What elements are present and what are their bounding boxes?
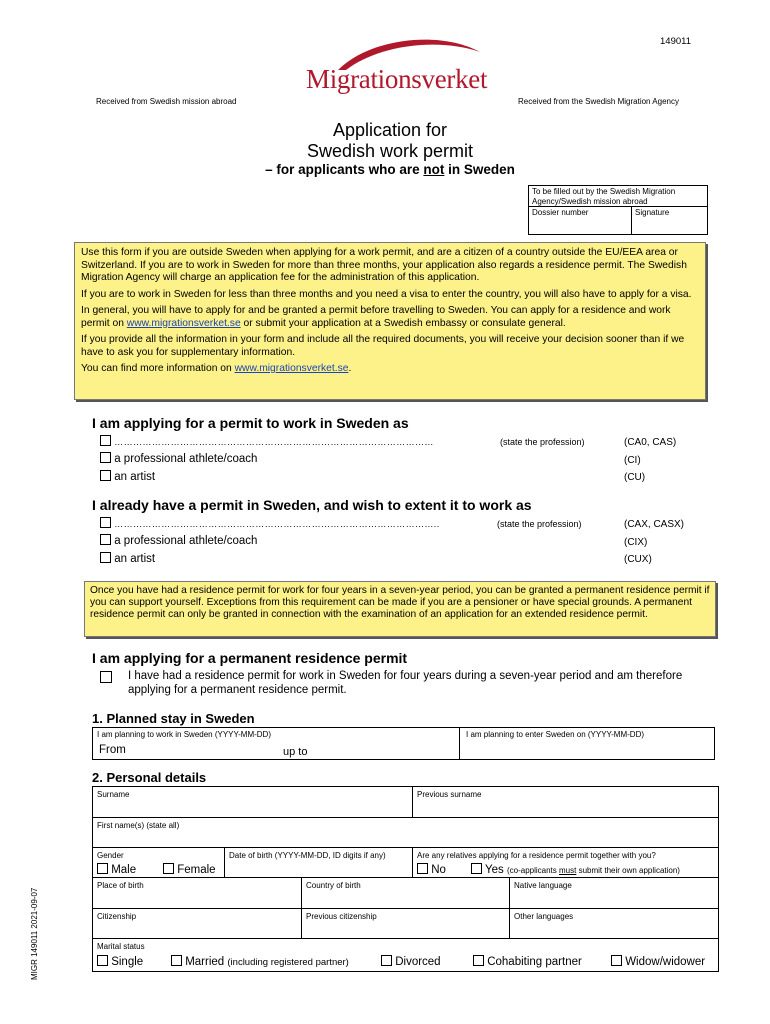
subtitle-not: not [423, 162, 445, 177]
work-artist-label: an artist [114, 471, 156, 483]
married-note: (including registered partner) [227, 957, 349, 968]
info-p3-post: or submit your application at a Swedish embassy or consulate general. [240, 317, 566, 329]
extend-artist-checkbox[interactable] [100, 552, 111, 563]
divorced-checkbox[interactable] [381, 955, 392, 966]
dob-field[interactable] [224, 847, 413, 878]
extend-code-2: (CIX) [624, 537, 648, 548]
relatives-question: Are any relatives applying for a residence permit together with you? [417, 851, 656, 860]
widow-checkbox[interactable] [611, 955, 622, 966]
cohabiting-label: Cohabiting partner [487, 956, 582, 968]
gender-label: Gender [97, 851, 124, 860]
extend-artist-row [100, 552, 155, 565]
yes-note-must: must [559, 866, 577, 875]
office-use-box [528, 185, 708, 235]
previous-surname-label: Previous surname [417, 790, 482, 799]
other-languages-field[interactable] [509, 908, 719, 939]
permanent-text: I have had a residence permit for work in Sweden for four years during a seven-year period and am therefore applying for a permanent residence permit. [128, 670, 683, 696]
widow-label: Widow/widower [625, 956, 706, 968]
married-checkbox[interactable] [171, 955, 182, 966]
enter-date-field[interactable] [459, 727, 715, 760]
personal-details-heading: 2. Personal details [92, 770, 207, 785]
divorced-option [381, 955, 441, 968]
married-option [171, 955, 349, 968]
extend-profession-row [100, 517, 440, 530]
permanent-info-text: Once you have had a residence permit for work for four years in a seven-year period, you can be granted a permanent residence permit if you can support yourself. Exceptions from this requirement can be made if you are a pensioner or have special grounds. A permanent residence permit can only be granted in connection with the examination of an application for an extended residence permit. [90, 585, 710, 620]
permanent-checkbox[interactable] [100, 671, 112, 683]
work-profession-row [100, 435, 434, 448]
place-of-birth-field[interactable] [92, 877, 302, 909]
form-number: 149011 [660, 36, 691, 47]
migrationsverket-link[interactable]: www.migrationsverket.se [126, 317, 241, 329]
subtitle-post: in Sweden [444, 162, 515, 177]
relatives-yes-option [471, 863, 680, 876]
country-of-birth-label: Country of birth [306, 881, 361, 890]
native-language-field[interactable] [509, 877, 719, 909]
up-to-label: up to [283, 746, 308, 758]
from-label: From [99, 744, 126, 756]
work-artist-checkbox[interactable] [100, 470, 111, 481]
subtitle-pre: – for applicants who are [265, 162, 424, 177]
title-line-1: Application for [332, 120, 448, 140]
citizenship-label: Citizenship [97, 912, 137, 921]
office-divider [529, 206, 707, 207]
extend-athlete-label: a professional athlete/coach [114, 535, 258, 547]
info-paragraph-3 [81, 305, 699, 330]
female-label: Female [177, 864, 216, 876]
office-use-heading: To be filled out by the Swedish Migration Agency/Swedish mission abroad [532, 187, 676, 206]
work-dates-field[interactable] [92, 727, 460, 760]
work-artist-row [100, 470, 155, 483]
page-title [0, 120, 770, 162]
previous-surname-field[interactable] [412, 786, 719, 818]
migrationsverket-logo [300, 32, 500, 102]
female-checkbox[interactable] [163, 863, 174, 874]
title-line-2: Swedish work permit [306, 141, 474, 161]
permanent-info-box [84, 581, 716, 637]
relatives-field [412, 847, 719, 878]
gender-field [92, 847, 225, 878]
planned-stay-heading: 1. Planned stay in Sweden [92, 711, 255, 726]
extend-athlete-checkbox[interactable] [100, 534, 111, 545]
info-p5-post: . [348, 363, 352, 374]
work-code-1: (CA0, CAS) [624, 437, 677, 448]
migrationsverket-link-2[interactable]: www.migrationsverket.se [234, 363, 349, 374]
extend-code-1: (CAX, CASX) [624, 519, 685, 530]
gender-male-option [97, 863, 136, 876]
surname-label: Surname [97, 790, 130, 799]
cohabiting-option [473, 955, 582, 968]
male-checkbox[interactable] [97, 863, 108, 874]
single-checkbox[interactable] [97, 955, 108, 966]
work-section-heading: I am applying for a permit to work in Sweden as [92, 415, 409, 431]
dob-label: Date of birth (YYYY-MM-DD, ID digits if any) [229, 851, 386, 860]
signature-field[interactable]: Signature [635, 208, 670, 217]
place-of-birth-label: Place of birth [97, 881, 144, 890]
logo-text: Migrationsverket [306, 64, 488, 94]
widow-option [611, 955, 705, 968]
extend-profession-checkbox[interactable] [100, 517, 111, 528]
first-names-label: First name(s) (state all) [97, 821, 180, 830]
relatives-no-checkbox[interactable] [417, 863, 428, 874]
info-paragraph-2: If you are to work in Sweden for less than three months and you need a visa to enter the country, you will also have to apply for a visa. [81, 288, 692, 300]
info-p3-pre: In general, you will have to apply for and be granted a permit before travelling to Sweden. You can apply for a residence and work permit on [81, 305, 671, 329]
married-label: Married [185, 956, 225, 968]
work-profession-checkbox[interactable] [100, 435, 111, 446]
extend-code-3: (CUX) [624, 554, 652, 565]
single-label: Single [111, 956, 144, 968]
dossier-number-field[interactable]: Dossier number [532, 208, 589, 217]
work-athlete-checkbox[interactable] [100, 452, 111, 463]
citizenship-field[interactable] [92, 908, 302, 939]
side-form-code: MIGR 149011 2021-09-07 [30, 887, 39, 980]
work-code-3: (CU) [624, 472, 646, 483]
enter-date-label: I am planning to enter Sweden on (YYYY-MM-DD) [466, 730, 645, 739]
male-label: Male [111, 864, 137, 876]
page-subtitle [0, 162, 770, 177]
extend-state-profession: (state the profession) [497, 519, 582, 529]
native-language-label: Native language [514, 881, 572, 890]
country-of-birth-field[interactable] [301, 877, 510, 909]
extend-section-heading: I already have a permit in Sweden, and wish to extent it to work as [92, 497, 532, 513]
info-paragraph-5 [81, 363, 699, 376]
office-vdivider [631, 206, 632, 234]
relatives-no-option [417, 863, 446, 876]
previous-citizenship-field[interactable] [301, 908, 510, 939]
work-athlete-row [100, 452, 257, 465]
info-paragraph-1: Use this form if you are outside Sweden when applying for a work permit, and are a citizen of a country outside the EU/EEA area or Switzerland. If you are to work in Sweden for more than three months, your application also regards a residence permit. The Swedish Migration Agency will charge an application fee for the administration of this application. [81, 247, 687, 283]
marital-status-field [92, 938, 719, 972]
work-dates-label: I am planning to work in Sweden (YYYY-MM-DD) [97, 730, 271, 739]
first-names-field[interactable] [92, 817, 719, 848]
work-code-2: (CI) [624, 455, 641, 466]
single-option [97, 955, 143, 968]
work-profession-input[interactable]: ………………………………………………………………………………………… [114, 437, 434, 447]
other-languages-label: Other languages [514, 912, 574, 921]
yes-note [507, 866, 680, 875]
info-paragraph-4: If you provide all the information in your form and include all the required documents, you will receive your decision sooner than if we have to ask you for supplementary information. [81, 334, 685, 358]
previous-citizenship-label: Previous citizenship [306, 912, 377, 921]
gender-female-option [163, 863, 216, 876]
info-p5-pre: You can find more information on [81, 363, 235, 374]
marital-status-label: Marital status [97, 942, 145, 951]
relatives-yes-checkbox[interactable] [471, 863, 482, 874]
permanent-section-heading: I am applying for a permanent residence permit [92, 650, 408, 666]
yes-note-post: submit their own application) [576, 866, 680, 875]
divorced-label: Divorced [395, 956, 441, 968]
yes-label: Yes [485, 864, 504, 876]
work-state-profession: (state the profession) [500, 437, 585, 447]
extend-artist-label: an artist [114, 553, 156, 565]
extend-profession-input[interactable]: ………………………………………………………………………………………….. [114, 519, 440, 529]
received-agency-label: Received from the Swedish Migration Agency [518, 97, 679, 106]
received-mission-label: Received from Swedish mission abroad [96, 97, 237, 106]
work-athlete-label: a professional athlete/coach [114, 453, 258, 465]
info-box [74, 242, 706, 400]
no-label: No [431, 864, 446, 876]
cohabiting-checkbox[interactable] [473, 955, 484, 966]
surname-field[interactable] [92, 786, 413, 818]
yes-note-pre: (co-applicants [506, 866, 559, 875]
extend-athlete-row [100, 534, 257, 547]
